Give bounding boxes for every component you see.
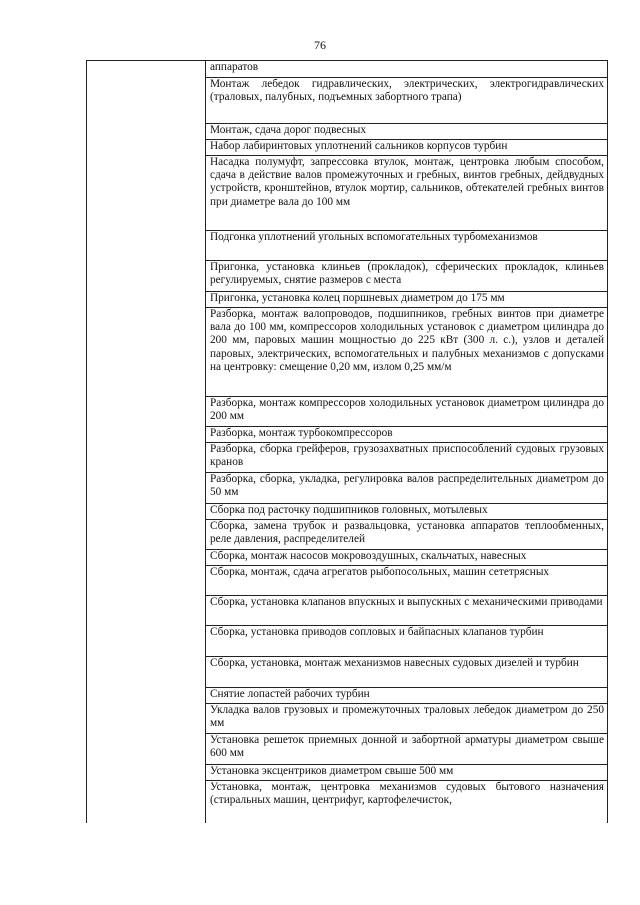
table-row: Разборка, монтаж валопроводов, подшипников, гребных винтов при диаметре вала до 100 мм, компрессоров холодильных установок с диаметром цилиндра до 200 мм, паровых машин мощностью до 225 кВт (300 л. с.), узлов и деталей паровых, электрических, вспомогательных и палубных механизмов с допусками на центровку: смещение 0,20 мм, излом 0,25 мм/м <box>206 308 607 397</box>
page-number: 76 <box>314 38 326 52</box>
table-row: Укладка валов грузовых и промежуточных траловых лебедок диаметром до 250 мм <box>206 704 607 734</box>
table-row: Монтаж лебедок гидравлических, электрических, электрогидравлических (траловых, палубных, подъемных забортного трапа) <box>206 78 607 124</box>
table-row: Разборка, монтаж компрессоров холодильных установок диаметром цилиндра до 200 мм <box>206 397 607 427</box>
table-row: Разборка, сборка, укладка, регулировка валов распределительных диаметром до 50 мм <box>206 473 607 504</box>
table-row: Набор лабиринтовых уплотнений сальников корпусов турбин <box>206 140 607 156</box>
table-row: Разборка, сборка грейферов, грузозахватных приспособлений судовых грузовых кранов <box>206 443 607 473</box>
table-row: Установка решеток приемных донной и забортной арматуры диаметром свыше 600 мм <box>206 734 607 765</box>
table-row: Сборка, установка клапанов впускных и выпускных с механическими приводами <box>206 596 607 626</box>
table-row: Снятие лопастей рабочих турбин <box>206 688 607 704</box>
table-row: Монтаж, сдача дорог подвесных <box>206 124 607 140</box>
table-row: Сборка под расточку подшипников головных, мотылевых <box>206 504 607 520</box>
table-row: Установка эксцентриков диаметром свыше 500 мм <box>206 765 607 781</box>
table-row: Установка, монтаж, центровка механизмов судовых бытового назначения (стиральных машин, центрифуг, картофелечисток, <box>210 781 604 807</box>
table-row: Сборка, замена трубок и развальцовка, установка аппаратов теплообменных, реле давления, распределителей <box>206 520 607 550</box>
table-row: Пригонка, установка колец поршневых диаметром до 175 мм <box>206 292 607 308</box>
table-left-column <box>87 61 206 823</box>
table-row: Насадка полумуфт, запрессовка втулок, монтаж, центровка любым способом, сдача в действие валов промежуточных и гребных, винтов гребных, дейдвудных устройств, кронштейнов, втулок мортир, сальников, обтекателей гребных винтов при диаметре вала до 100 мм <box>206 156 607 231</box>
works-table <box>86 60 608 823</box>
table-row: аппаратов <box>206 61 607 78</box>
table-row: Подгонка уплотнений угольных вспомогательных турбомеханизмов <box>206 231 607 261</box>
table-row: Сборка, монтаж насосов мокровоздушных, скальчатых, навесных <box>206 550 607 566</box>
table-row: Пригонка, установка клиньев (прокладок), сферических прокладок, клиньев регулируемых, снятие размеров с места <box>206 261 607 292</box>
table-row: Разборка, монтаж турбокомпрессоров <box>206 427 607 443</box>
table-row: Сборка, установка, монтаж механизмов навесных судовых дизелей и турбин <box>206 657 607 688</box>
table-work-list <box>206 61 607 823</box>
table-row: Сборка, монтаж, сдача агрегатов рыбопосольных, машин сететрясных <box>206 566 607 596</box>
table-row: Сборка, установка приводов сопловых и байпасных клапанов турбин <box>206 626 607 657</box>
